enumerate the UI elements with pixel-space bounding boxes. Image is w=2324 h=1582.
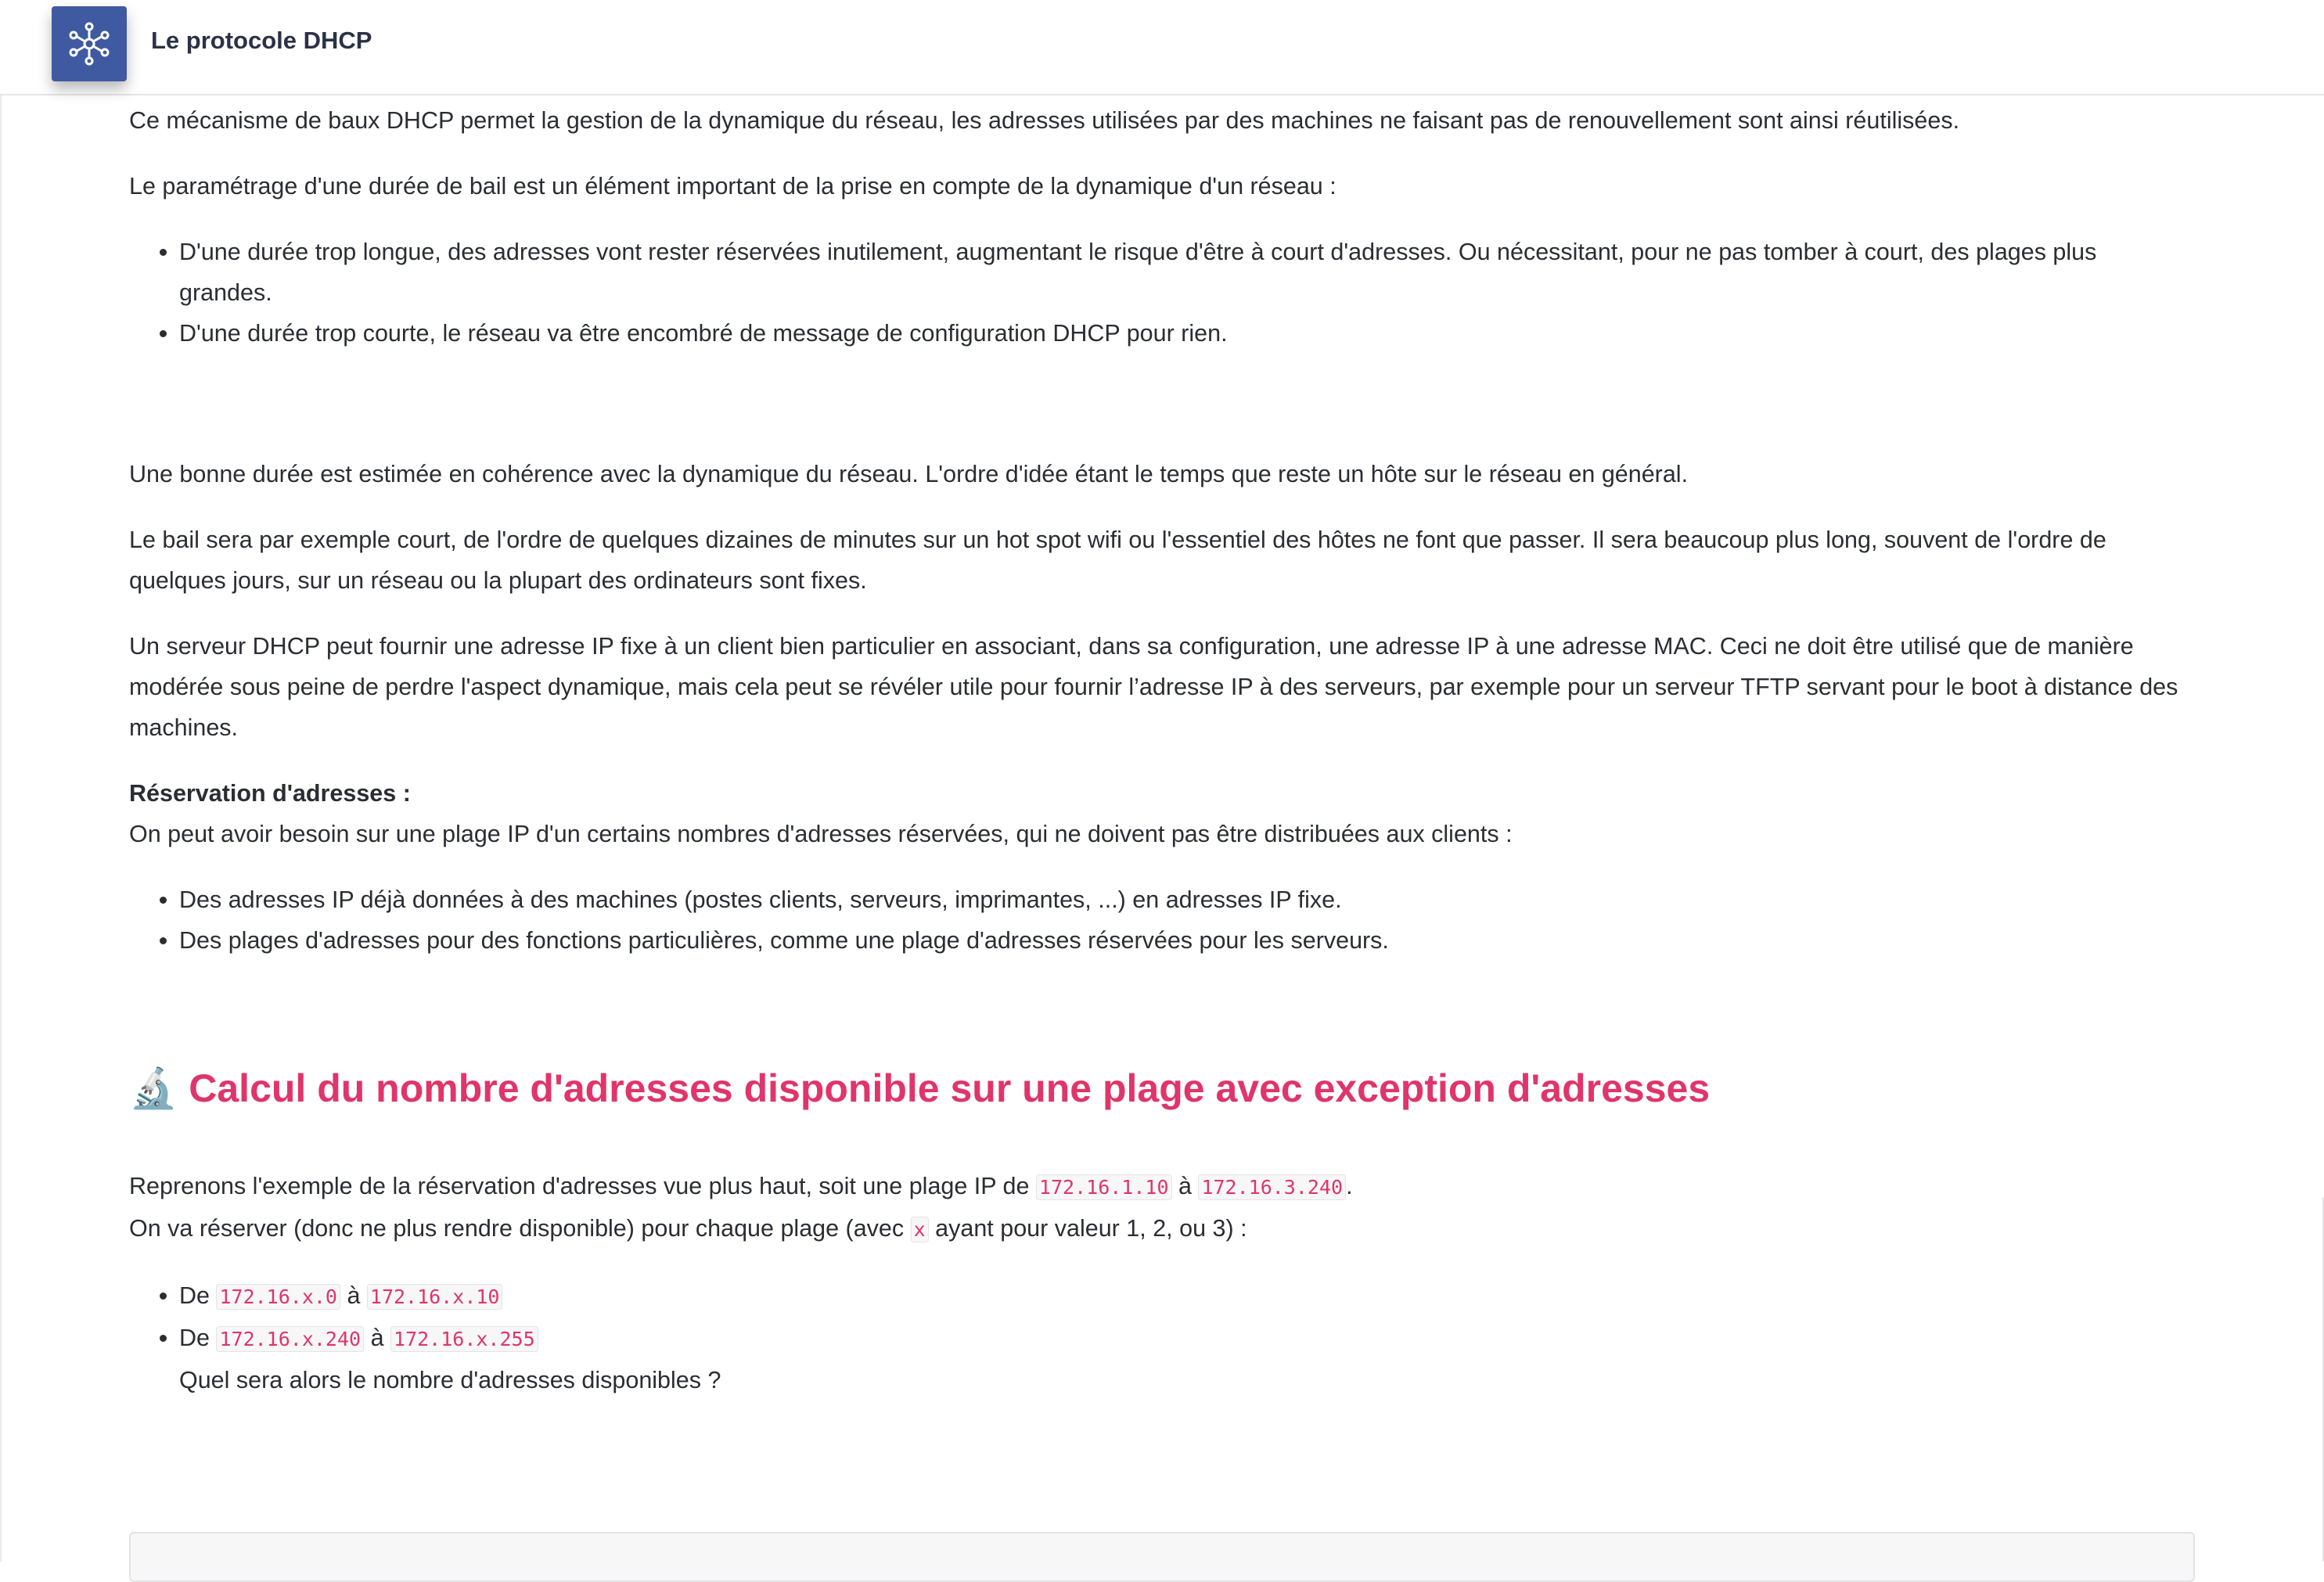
paragraph-baux: Ce mécanisme de baux DHCP permet la gestion de la dynamique du réseau, les adresses utilisées par des machines ne faisant pas de renouvellement sont ainsi réutilisées. (129, 107, 1960, 134)
network-nodes-icon (67, 21, 112, 67)
reservation-text: On peut avoir besoin sur une plage IP d'un certains nombres d'adresses réservées, qui ne doivent pas être distribuées aux clients : (129, 821, 1513, 847)
lease-duration-list (129, 232, 2195, 354)
reservation-list (129, 879, 2195, 961)
ip-code: 172.16.x.240 (216, 1326, 364, 1352)
app-logo[interactable] (52, 6, 127, 81)
paragraph-bonne-duree: Une bonne durée est estimée en cohérence avec la dynamique du réseau. L'ordre d'idée étant le temps que reste un hôte sur le réseau en général. (129, 461, 1689, 487)
question-text: Quel sera alors le nombre d'adresses disponibles ? (179, 1367, 721, 1393)
range-end-code: 172.16.3.240 (1198, 1174, 1346, 1200)
microscope-icon: 🔬 (129, 1066, 178, 1110)
ip-code: 172.16.x.10 (367, 1284, 503, 1310)
section-heading (129, 1061, 2195, 1116)
list-item: • Des adresses IP déjà données à des machines (postes clients, serveurs, imprimantes, ...) en adresses IP fixe. (179, 879, 2195, 920)
list-item: • De 172.16.x.240 à 172.16.x.255 Quel sera alors le nombre d'adresses disponibles ? (179, 1318, 2195, 1400)
intro-text: à (1171, 1173, 1199, 1199)
left-border (0, 0, 2, 1562)
paragraph-ip-fixe: Un serveur DHCP peut fournir une adresse IP fixe à un client bien particulier en associant, dans sa configuration, une adresse IP à une adresse MAC. Ceci ne doit être utilisé que de manière modérée sous peine de perdre l'aspect dynamique, mais cela peut se révéler utile pour fournir l’adresse IP à des serveurs, par exemple pour un serveur TFTP servant pour le boot à distance des machines. (129, 633, 2178, 741)
ip-code: 172.16.x.0 (216, 1284, 340, 1310)
intro-text: Reprenons l'exemple de la réservation d'adresses vue plus haut, soit une plage IP de (129, 1173, 1036, 1199)
paragraph-exemple-bail: Le bail sera par exemple court, de l'ordre de quelques dizaines de minutes sur un hot spot wifi ou l'essentiel des hôtes ne font que passer. Il sera beaucoup plus long, souvent de l'ordre de quelques jours, sur un réseau ou la plupart des ordinateurs sont fixes. (129, 527, 2106, 594)
intro-text: . (1346, 1173, 1353, 1199)
answer-box[interactable] (129, 1532, 2195, 1582)
list-item: • D'une durée trop longue, des adresses vont rester réservées inutilement, augmentant le risque d'être à court d'adresses. Ou nécessitant, pour ne pas tomber à court, des plages plus grandes. (179, 232, 2195, 313)
list-item: • De 172.16.x.0 à 172.16.x.10 (179, 1275, 2195, 1318)
intro-text: On va réserver (donc ne plus rendre disponible) pour chaque plage (avec (129, 1215, 911, 1242)
paragraph-parametrage: Le paramétrage d'une durée de bail est un élément important de la prise en compte de la dynamique d'un réseau : (129, 173, 1336, 200)
reservation-paragraph (129, 773, 2195, 854)
list-item: • Des plages d'adresses pour des fonctions particulières, comme une plage d'adresses réservées pour les serveurs. (179, 920, 2195, 961)
page-title: Le protocole DHCP (151, 27, 372, 54)
main-content (129, 100, 2195, 1426)
range-start-code: 172.16.1.10 (1036, 1174, 1172, 1200)
list-item: • D'une durée trop courte, le réseau va être encombré de message de configuration DHCP pour rien. (179, 313, 2195, 354)
top-bar (0, 0, 2324, 95)
reservation-title: Réservation d'adresses : (129, 780, 411, 807)
reserved-ranges-list (129, 1275, 2195, 1400)
intro-text: ayant pour valeur 1, 2, ou 3) : (928, 1215, 1247, 1242)
section-intro (129, 1166, 2195, 1250)
ip-code: 172.16.x.255 (390, 1326, 538, 1352)
var-x-code: x (911, 1217, 929, 1242)
section-title: Calcul du nombre d'adresses disponible sur une plage avec exception d'adresses (189, 1066, 1711, 1110)
